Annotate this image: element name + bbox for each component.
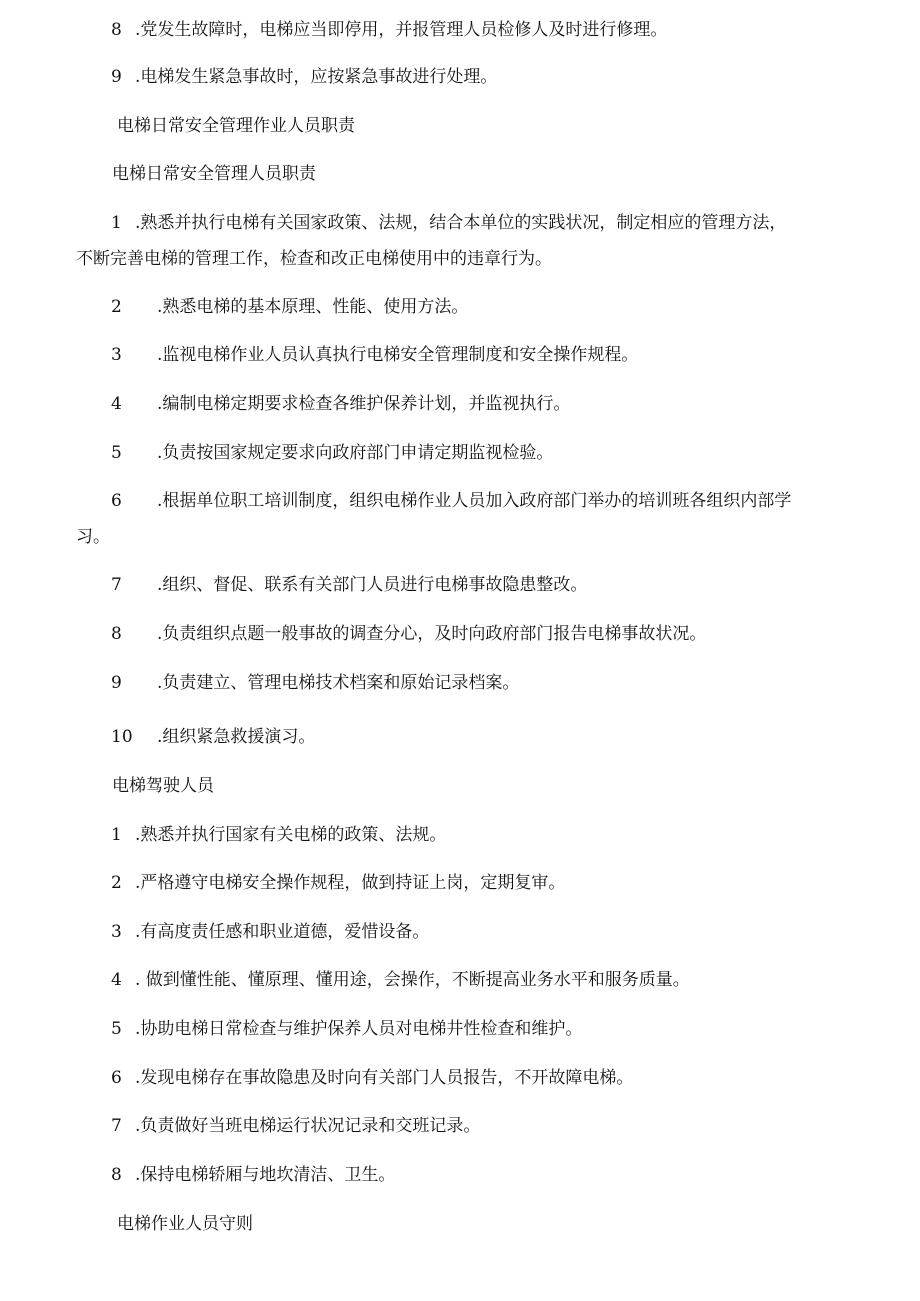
item-number: 10 [111, 727, 133, 747]
item-text: .电梯发生紧急事故时，应按紧急事故进行处理。 [135, 67, 498, 87]
item-text: .组织紧急救援演习。 [157, 727, 316, 747]
item-text: .负责组织点题一般事故的调查分心，及时向政府部门报告电梯事故状况。 [157, 624, 707, 644]
list-item [111, 345, 638, 365]
list-item [111, 673, 519, 693]
item-text: .协助电梯日常检查与维护保养人员对电梯井性检查和维护。 [135, 1019, 583, 1039]
item-number: 8 [111, 624, 122, 644]
item-text-continuation: 不断完善电梯的管理工作，检查和改正电梯使用中的违章行为。 [76, 249, 552, 269]
item-text: .组织、督促、联系有关部门人员进行电梯事故隐患整改。 [157, 575, 588, 595]
item-text: .负责建立、管理电梯技术档案和原始记录档案。 [157, 673, 520, 693]
section-heading: 电梯驾驶人员 [112, 776, 214, 796]
item-number: 6 [111, 491, 122, 511]
item-number: 6 [111, 1068, 122, 1088]
list-item [111, 1165, 395, 1185]
item-text: .编制电梯定期要求检查各维护保养计划，并监视执行。 [157, 394, 571, 414]
section-heading: 电梯作业人员守则 [117, 1214, 253, 1234]
item-text: .负责做好当班电梯运行状况记录和交班记录。 [135, 1116, 481, 1136]
item-number: 7 [111, 575, 122, 595]
item-text: .严格遵守电梯安全操作规程，做到持证上岗，定期复审。 [135, 873, 566, 893]
list-item [111, 1116, 480, 1136]
item-number: 5 [111, 1019, 122, 1039]
list-item [111, 727, 315, 747]
list-item [111, 67, 497, 87]
item-number: 3 [111, 345, 122, 365]
item-number: 9 [111, 673, 122, 693]
item-text-continuation: 习。 [76, 527, 110, 547]
item-number: 9 [111, 67, 122, 87]
item-text: .根据单位职工培训制度，组织电梯作业人员加入政府部门举办的培训班各组织内部学 [157, 491, 792, 511]
list-item [111, 1019, 582, 1039]
item-number: 5 [111, 443, 122, 463]
item-text: .党发生故障时，电梯应当即停用，并报管理人员检修人及时进行修理。 [135, 20, 668, 40]
item-text: .熟悉并执行国家有关电梯的政策、法规。 [135, 825, 447, 845]
list-item [111, 394, 570, 414]
list-item [111, 443, 553, 463]
item-number: 1 [111, 825, 122, 845]
list-item [111, 297, 468, 317]
item-text: .负责按国家规定要求向政府部门申请定期监视检验。 [157, 443, 554, 463]
list-item [111, 213, 786, 233]
list-item [111, 20, 667, 40]
list-item [111, 825, 446, 845]
item-number: 4 [111, 394, 122, 414]
item-text: .保持电梯轿厢与地坎清洁、卫生。 [135, 1165, 396, 1185]
item-text: . 做到懂性能、懂原理、懂用途，会操作，不断提高业务水平和服务质量。 [135, 970, 690, 990]
list-item [111, 970, 690, 990]
list-item [111, 873, 565, 893]
item-text: .有高度责任感和职业道德，爱惜设备。 [135, 922, 430, 942]
item-number: 8 [111, 1165, 122, 1185]
item-number: 4 [111, 970, 122, 990]
list-item [111, 624, 706, 644]
item-number: 3 [111, 922, 122, 942]
item-text: .监视电梯作业人员认真执行电梯安全管理制度和安全操作规程。 [157, 345, 639, 365]
list-item [111, 922, 429, 942]
item-text: .熟悉并执行电梯有关国家政策、法规，结合本单位的实践状况，制定相应的管理方法， [135, 213, 787, 233]
item-number: 2 [111, 873, 122, 893]
item-number: 1 [111, 213, 122, 233]
item-number: 8 [111, 20, 122, 40]
list-item [111, 1068, 633, 1088]
list-item [111, 491, 791, 511]
section-heading: 电梯日常安全管理作业人员职责 [117, 116, 355, 136]
section-heading: 电梯日常安全管理人员职责 [112, 164, 316, 184]
list-item [111, 575, 587, 595]
item-text: .熟悉电梯的基本原理、性能、使用方法。 [157, 297, 469, 317]
item-number: 7 [111, 1116, 122, 1136]
item-number: 2 [111, 297, 122, 317]
item-text: .发现电梯存在事故隐患及时向有关部门人员报告，不开故障电梯。 [135, 1068, 634, 1088]
